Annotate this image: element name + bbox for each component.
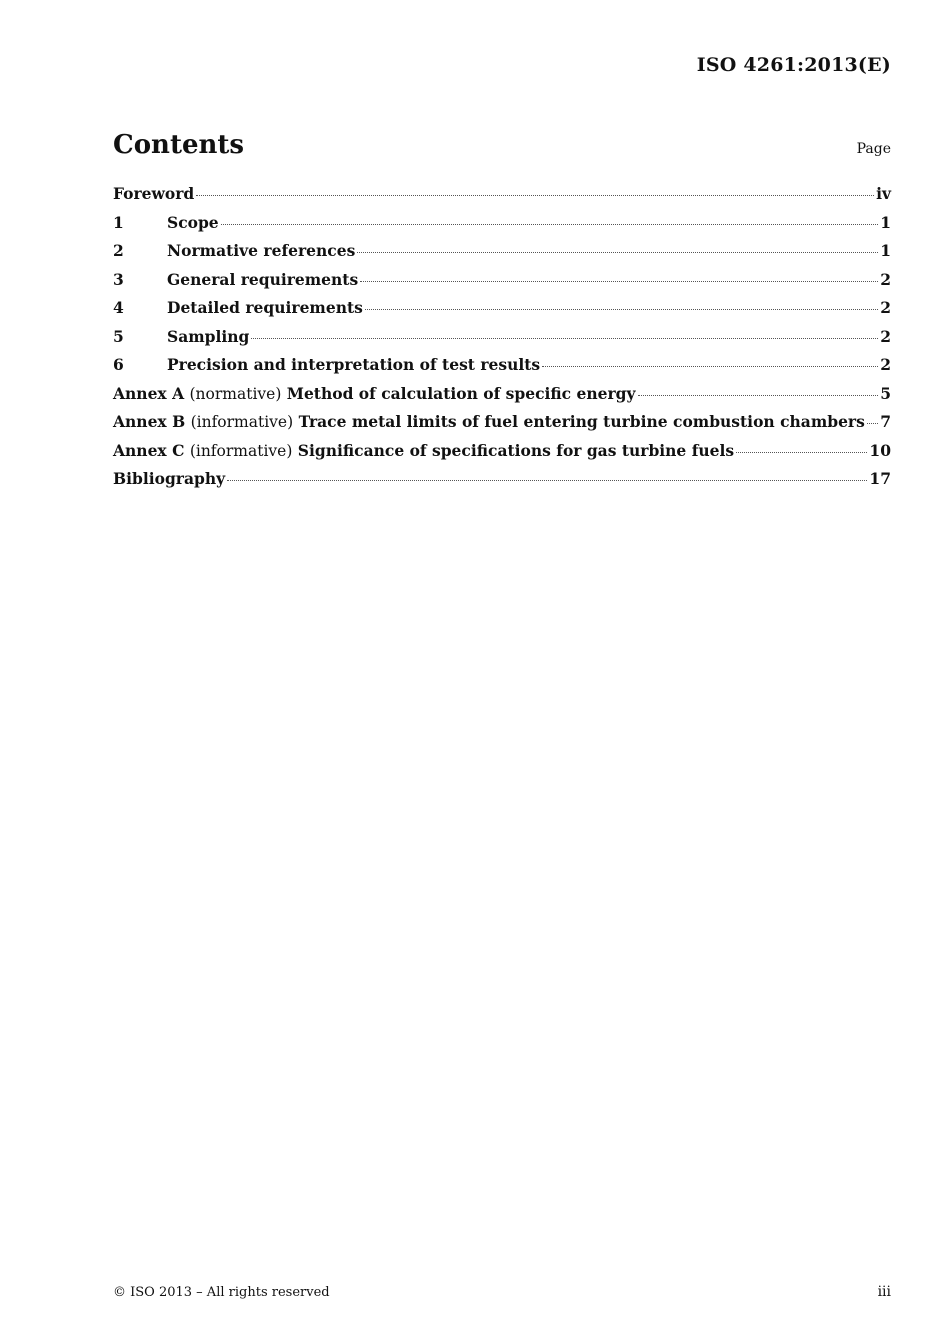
toc-entry-number: 6: [113, 355, 124, 374]
page-column-label: Page: [856, 141, 891, 157]
toc-entry-page: iv: [876, 184, 891, 203]
toc-entry-title: [113, 441, 734, 460]
toc-entry-scope[interactable]: [113, 213, 891, 242]
annex-title: Trace metal limits of fuel entering turbine combustion chambers: [298, 412, 865, 431]
toc-entry-number: 5: [113, 326, 124, 346]
page-footer: [113, 1284, 891, 1300]
toc-leader-dots: [227, 479, 867, 481]
annex-title: Significance of specifications for gas turbine fuels: [297, 440, 735, 460]
toc-entry-precision[interactable]: [113, 355, 891, 384]
toc-leader-dots: [736, 451, 867, 453]
copyright-notice: © ISO 2013 – All rights reserved: [113, 1285, 330, 1300]
toc-entry-page: 2: [880, 298, 891, 317]
annex-label: Annex B: [113, 412, 186, 431]
toc-leader-dots: [867, 422, 878, 424]
toc-entry-title: Precision and interpretation of test results: [167, 355, 541, 374]
annex-label: Annex A: [113, 383, 185, 403]
document-id: ISO 4261:2013(E): [696, 54, 891, 76]
toc-entry-title: Normative references: [167, 241, 356, 260]
toc-entry-number: 1: [113, 212, 124, 232]
toc-entry-page: 17: [869, 469, 891, 488]
toc-entry-title: Detailed requirements: [167, 298, 363, 317]
toc-entry-general-requirements[interactable]: [113, 270, 891, 299]
toc-entry-title: Sampling: [167, 326, 250, 346]
toc-entry-page: 7: [880, 412, 891, 431]
toc-entry-foreword[interactable]: [113, 184, 891, 213]
toc-entry-page: 2: [880, 269, 891, 289]
toc-leader-dots: [221, 223, 879, 225]
toc-entry-page: 10: [869, 440, 891, 460]
toc-leader-dots: [196, 194, 874, 196]
toc-entry-number: 4: [113, 298, 124, 317]
toc-leader-dots: [542, 365, 878, 367]
toc-entry-annex-a[interactable]: [113, 384, 891, 413]
toc-entry-normative-references[interactable]: [113, 241, 891, 270]
contents-header: [113, 130, 891, 160]
annex-title: Method of calculation of specific energy: [286, 383, 636, 403]
toc-entry-title: Foreword: [113, 184, 195, 203]
page-number: iii: [877, 1284, 891, 1300]
toc-entry-bibliography[interactable]: [113, 469, 891, 498]
annex-label: Annex C: [113, 440, 185, 460]
toc-entry-annex-c[interactable]: [113, 441, 891, 470]
contents-title: Contents: [113, 130, 245, 160]
toc-entry-sampling[interactable]: [113, 327, 891, 356]
table-of-contents: [113, 184, 891, 498]
toc-entry-annex-b[interactable]: [113, 412, 891, 441]
toc-entry-title: [113, 384, 636, 403]
toc-entry-page: 2: [880, 355, 891, 374]
toc-entry-page: 5: [880, 383, 891, 403]
toc-leader-dots: [357, 251, 878, 253]
toc-entry-page: 1: [880, 212, 891, 232]
annex-type: (normative): [189, 384, 282, 403]
toc-leader-dots: [251, 337, 878, 339]
toc-entry-page: 2: [880, 326, 891, 346]
toc-entry-number: 2: [113, 241, 124, 260]
toc-entry-title: General requirements: [167, 269, 359, 289]
toc-leader-dots: [638, 394, 879, 396]
toc-entry-page: 1: [880, 241, 891, 260]
toc-leader-dots: [365, 308, 878, 310]
annex-type: (informative): [190, 413, 294, 431]
toc-entry-title: [113, 412, 865, 431]
toc-entry-detailed-requirements[interactable]: [113, 298, 891, 327]
toc-entry-title: Bibliography: [113, 469, 226, 488]
toc-leader-dots: [360, 280, 878, 282]
toc-entry-title: Scope: [167, 212, 219, 232]
annex-type: (informative): [189, 441, 293, 460]
toc-entry-number: 3: [113, 269, 124, 289]
